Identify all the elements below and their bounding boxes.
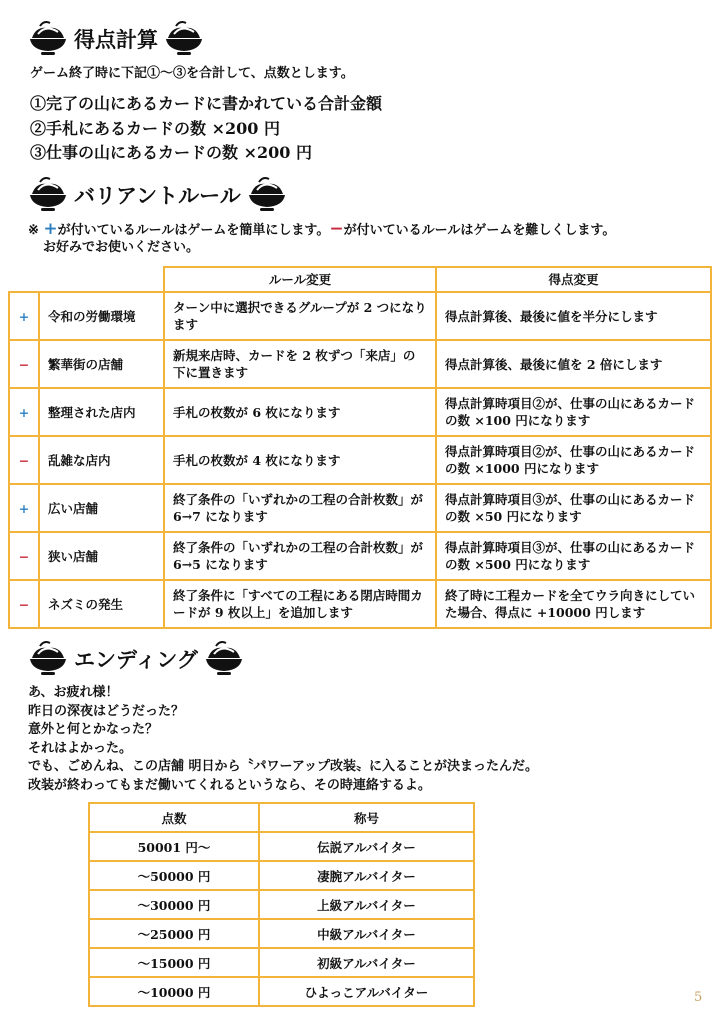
rule-change: 終了条件に「すべての工程にある閉店時間カードが 9 枚以上」を追加します: [164, 580, 436, 628]
plus-icon: +: [43, 219, 58, 239]
ramen-bowl-icon: [28, 20, 68, 58]
header-score: 点数: [89, 803, 259, 832]
scoring-item: ①完了の山にあるカードに書かれている合計金額: [30, 94, 383, 113]
ending-line: あ、お疲れ様！: [28, 685, 119, 700]
note-text: が付いているルールはゲームを簡単にします。: [57, 223, 330, 238]
scoring-heading: [28, 20, 204, 58]
note-mark: ※: [28, 223, 44, 238]
score-change: 得点計算時項目③が、仕事の山にあるカードの数 ×500 円になります: [436, 532, 711, 580]
score-change: 得点計算時項目②が、仕事の山にあるカードの数 ×1000 円になります: [436, 436, 711, 484]
variant-name: ネズミの発生: [39, 580, 164, 628]
rule-change: 終了条件の「いずれかの工程の合計枚数」が 6→5 になります: [164, 532, 436, 580]
ending-text: [28, 684, 538, 795]
variant-row: [9, 292, 711, 340]
variant-table: [8, 266, 712, 629]
rank-row: [89, 832, 474, 861]
rule-change: 終了条件の「いずれかの工程の合計枚数」が 6→7 になります: [164, 484, 436, 532]
scoring-item: ③仕事の山にあるカードの数 ×200 円: [30, 143, 312, 162]
rule-change: 手札の枚数が 6 枚になります: [164, 388, 436, 436]
variant-name: 令和の労働環境: [39, 292, 164, 340]
score-change: 得点計算時項目②が、仕事の山にあるカードの数 ×100 円になります: [436, 388, 711, 436]
rank-score: ～50000 円: [89, 861, 259, 890]
rank-score: ～10000 円: [89, 977, 259, 1006]
ramen-bowl-icon: [164, 20, 204, 58]
minus-icon: −: [9, 580, 39, 628]
header-score-change: 得点変更: [436, 267, 711, 292]
score-change: 終了時に工程カードを全てウラ向きにしていた場合、得点に +10000 円します: [436, 580, 711, 628]
header-title: 称号: [259, 803, 474, 832]
rule-change: 手札の枚数が 4 枚になります: [164, 436, 436, 484]
ending-line: それはよかった。: [28, 740, 133, 756]
variant-name: 整理された店内: [39, 388, 164, 436]
minus-icon: −: [9, 532, 39, 580]
variant-heading: [28, 176, 287, 214]
ending-title: エンディング: [74, 647, 198, 672]
rule-change: 新規来店時、カードを 2 枚ずつ「来店」の下に置きます: [164, 340, 436, 388]
rank-title: 上級アルバイター: [259, 890, 474, 919]
plus-icon: +: [9, 292, 39, 340]
ramen-bowl-icon: [28, 640, 68, 678]
rank-row: [89, 977, 474, 1006]
header-rule-change: ルール変更: [164, 267, 436, 292]
page-number: 5: [694, 990, 703, 1005]
variant-row: [9, 532, 711, 580]
rank-score: ～15000 円: [89, 948, 259, 977]
scoring-item: ②手札にあるカードの数 ×200 円: [30, 118, 280, 138]
ramen-bowl-icon: [28, 176, 68, 214]
ramen-bowl-icon: [247, 176, 287, 214]
rank-table: [88, 802, 475, 1007]
ending-line: 昨日の深夜はどうだった？: [28, 703, 185, 719]
ramen-bowl-icon: [204, 640, 244, 678]
scoring-items: [30, 92, 382, 166]
variant-name: 狭い店舗: [39, 532, 164, 580]
rank-row: [89, 948, 474, 977]
rank-title: 伝説アルバイター: [259, 832, 474, 861]
plus-icon: +: [9, 484, 39, 532]
rank-title: ひよっこアルバイター: [259, 977, 474, 1006]
ending-heading: [28, 640, 244, 678]
variant-row: [9, 436, 711, 484]
variant-name: 乱雑な店内: [39, 436, 164, 484]
score-change: 得点計算後、最後に値を 2 倍にします: [436, 340, 711, 388]
rule-change: ターン中に選択できるグループが 2 つになります: [164, 292, 436, 340]
minus-icon: −: [9, 340, 39, 388]
rank-title: 凄腕アルバイター: [259, 861, 474, 890]
score-change: 得点計算後、最後に値を半分にします: [436, 292, 711, 340]
plus-icon: +: [9, 388, 39, 436]
minus-icon: −: [9, 436, 39, 484]
rank-title: 中級アルバイター: [259, 919, 474, 948]
ending-line: 意外と何とかなった？: [28, 722, 159, 737]
variant-title: バリアントルール: [74, 183, 241, 208]
scoring-title: 得点計算: [74, 27, 158, 52]
note-text: お好みでお使いください。: [43, 240, 200, 255]
note-text: が付いているルールはゲームを難しくします。: [343, 223, 616, 238]
ending-line: でも、ごめんね、この店舗 明日から〝パワーアップ改装〟に入ることが決まったんだ。: [28, 759, 538, 774]
rank-score: ～25000 円: [89, 919, 259, 948]
scoring-intro: ゲーム終了時に下記①～③を合計して、点数とします。: [30, 66, 354, 81]
variant-name: 広い店舗: [39, 484, 164, 532]
variant-name: 繁華街の店舗: [39, 340, 164, 388]
rank-score: 50001 円～: [89, 832, 259, 861]
rank-row: [89, 919, 474, 948]
rank-row: [89, 861, 474, 890]
ending-line: 改装が終わってもまだ働いてくれるというなら、その時連絡するよ。: [28, 777, 431, 793]
variant-row: [9, 340, 711, 388]
score-change: 得点計算時項目③が、仕事の山にあるカードの数 ×50 円になります: [436, 484, 711, 532]
variant-note: [28, 221, 615, 256]
variant-row: [9, 388, 711, 436]
rank-row: [89, 890, 474, 919]
rank-title: 初級アルバイター: [259, 948, 474, 977]
rank-score: ～30000 円: [89, 890, 259, 919]
variant-row: [9, 580, 711, 628]
minus-icon: −: [329, 219, 344, 239]
variant-row: [9, 484, 711, 532]
